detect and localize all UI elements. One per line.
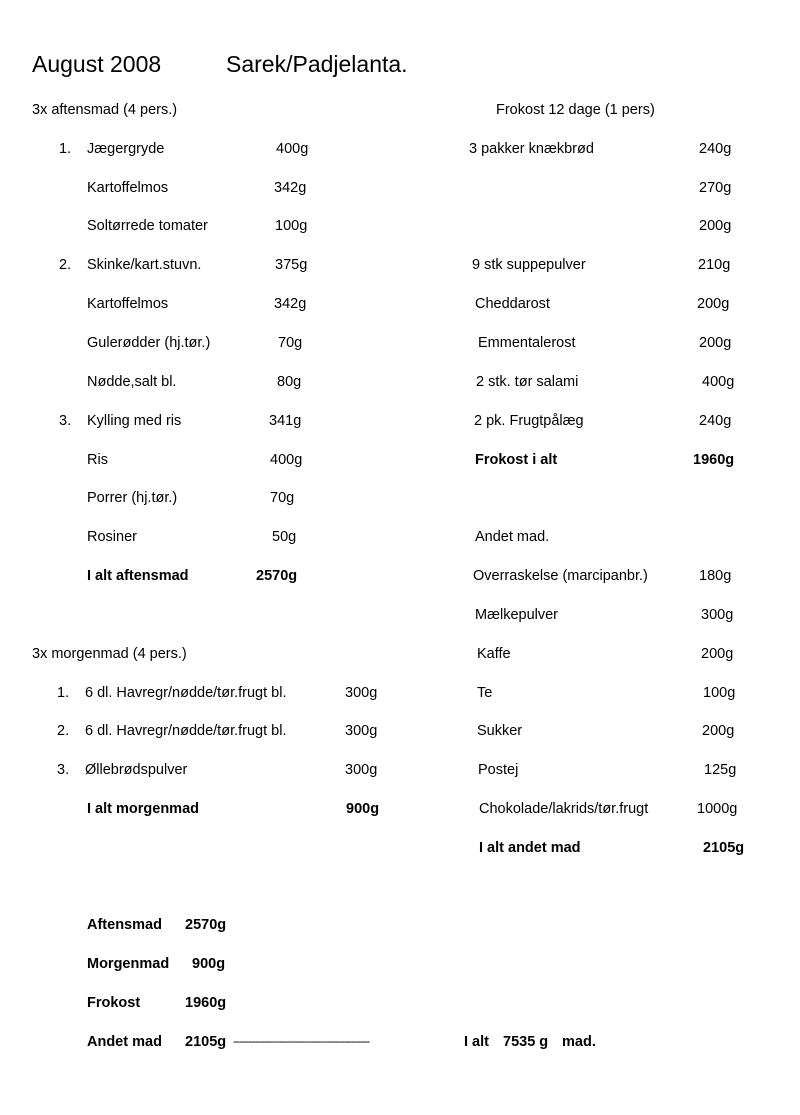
lunch-item-amount: 210g: [698, 257, 731, 273]
other-item-amount: 200g: [702, 723, 735, 739]
summary-amount: 2105g: [185, 1034, 227, 1050]
dinner-item-name: Gulerødder (hj.tør.): [87, 335, 211, 351]
dinner-item-amount: 70g: [278, 335, 303, 351]
dinner-item-name: Soltørrede tomater: [87, 218, 208, 234]
grand-total-label: I alt: [464, 1034, 489, 1050]
dinner-item-amount: 400g: [270, 452, 303, 468]
dinner-item-name: Nødde,salt bl.: [87, 374, 177, 390]
breakfast-item-num: 2.: [57, 723, 70, 739]
dinner-item-amount: 80g: [277, 374, 302, 390]
lunch-total-amount: 1960g: [693, 452, 735, 468]
summary-label: Andet mad: [87, 1034, 162, 1050]
dinner-item-num: 1.: [59, 141, 72, 157]
other-item-name: Postej: [478, 762, 519, 778]
dinner-item-amount: 342g: [274, 180, 307, 196]
dinner-item-name: Skinke/kart.stuvn.: [87, 257, 202, 273]
summary-amount: 1960g: [185, 995, 227, 1011]
dinner-total-amount: 2570g: [256, 568, 298, 584]
summary-dashes: --------------------------------------------: [233, 1034, 370, 1048]
dinner-item-name: Rosiner: [87, 529, 137, 545]
lunch-item-name: 9 stk suppepulver: [472, 257, 586, 273]
page-title-date: August 2008: [32, 51, 162, 77]
dinner-item-name: Ris: [87, 452, 108, 468]
summary-amount: 2570g: [185, 917, 227, 933]
lunch-item-name: 2 stk. tør salami: [476, 374, 579, 390]
other-item-name: Overraskelse (marcipanbr.): [473, 568, 648, 584]
lunch-item-name: 2 pk. Frugtpålæg: [474, 413, 584, 429]
breakfast-item-num: 3.: [57, 762, 70, 778]
dinner-item-name: Kylling med ris: [87, 413, 182, 429]
dinner-item-amount: 100g: [275, 218, 308, 234]
lunch-heading: Frokost 12 dage (1 pers): [496, 102, 655, 118]
other-item-amount: 200g: [701, 646, 734, 662]
dinner-item-amount: 50g: [272, 529, 297, 545]
dinner-item-amount: 400g: [276, 141, 309, 157]
dinner-item-name: Kartoffelmos: [87, 296, 169, 312]
dinner-item-amount: 342g: [274, 296, 307, 312]
breakfast-heading: 3x morgenmad (4 pers.): [32, 646, 187, 662]
other-item-amount: 100g: [703, 685, 736, 701]
lunch-item-name: Emmentalerost: [478, 335, 576, 351]
dinner-item-name: Jægergryde: [87, 141, 165, 157]
grand-total-amount: 7535 g: [503, 1034, 549, 1050]
other-heading: Andet mad.: [475, 529, 550, 545]
other-item-name: Sukker: [477, 723, 523, 739]
summary-amount: 900g: [192, 956, 226, 972]
breakfast-total-amount: 900g: [346, 801, 380, 817]
other-item-amount: 180g: [699, 568, 732, 584]
dinner-item-num: 2.: [59, 257, 72, 273]
summary-label: Morgenmad: [87, 956, 170, 972]
lunch-item-amount: 200g: [699, 218, 732, 234]
dinner-item-amount: 341g: [269, 413, 302, 429]
lunch-item-name: Cheddarost: [475, 296, 550, 312]
breakfast-total-label: I alt morgenmad: [87, 801, 199, 817]
dinner-item-amount: 70g: [270, 490, 295, 506]
dinner-heading: 3x aftensmad (4 pers.): [32, 102, 178, 118]
breakfast-item-name: Øllebrødspulver: [85, 762, 188, 778]
lunch-item-amount: 400g: [702, 374, 735, 390]
page-title-place: Sarek/Padjelanta.: [226, 51, 408, 77]
lunch-item-amount: 240g: [699, 413, 732, 429]
other-item-name: Kaffe: [477, 646, 511, 662]
lunch-item-amount: 200g: [697, 296, 730, 312]
breakfast-item-name: 6 dl. Havregr/nødde/tør.frugt bl.: [85, 723, 287, 739]
grand-total-suffix: mad.: [562, 1034, 596, 1050]
other-item-amount: 1000g: [697, 801, 738, 817]
other-item-name: Chokolade/lakrids/tør.frugt: [479, 801, 649, 817]
breakfast-item-name: 6 dl. Havregr/nødde/tør.frugt bl.: [85, 685, 287, 701]
other-item-amount: 125g: [704, 762, 737, 778]
other-total-amount: 2105g: [703, 840, 745, 856]
lunch-total-label: Frokost i alt: [475, 452, 558, 468]
lunch-item-amount: 270g: [699, 180, 732, 196]
dinner-item-name: Kartoffelmos: [87, 180, 169, 196]
breakfast-item-amount: 300g: [345, 685, 378, 701]
breakfast-item-amount: 300g: [345, 723, 378, 739]
other-item-name: Mælkepulver: [475, 607, 558, 623]
lunch-item-amount: 240g: [699, 141, 732, 157]
dinner-item-amount: 375g: [275, 257, 308, 273]
summary-label: Aftensmad: [87, 917, 162, 933]
lunch-item-amount: 200g: [699, 335, 732, 351]
other-total-label: I alt andet mad: [479, 840, 581, 856]
other-item-name: Te: [477, 685, 493, 701]
summary-label: Frokost: [87, 995, 141, 1011]
dinner-item-num: 3.: [59, 413, 72, 429]
dinner-total-label: I alt aftensmad: [87, 568, 189, 584]
breakfast-item-amount: 300g: [345, 762, 378, 778]
other-item-amount: 300g: [701, 607, 734, 623]
breakfast-item-num: 1.: [57, 685, 70, 701]
dinner-item-name: Porrer (hj.tør.): [87, 490, 178, 506]
lunch-item-name: 3 pakker knækbrød: [469, 141, 594, 157]
